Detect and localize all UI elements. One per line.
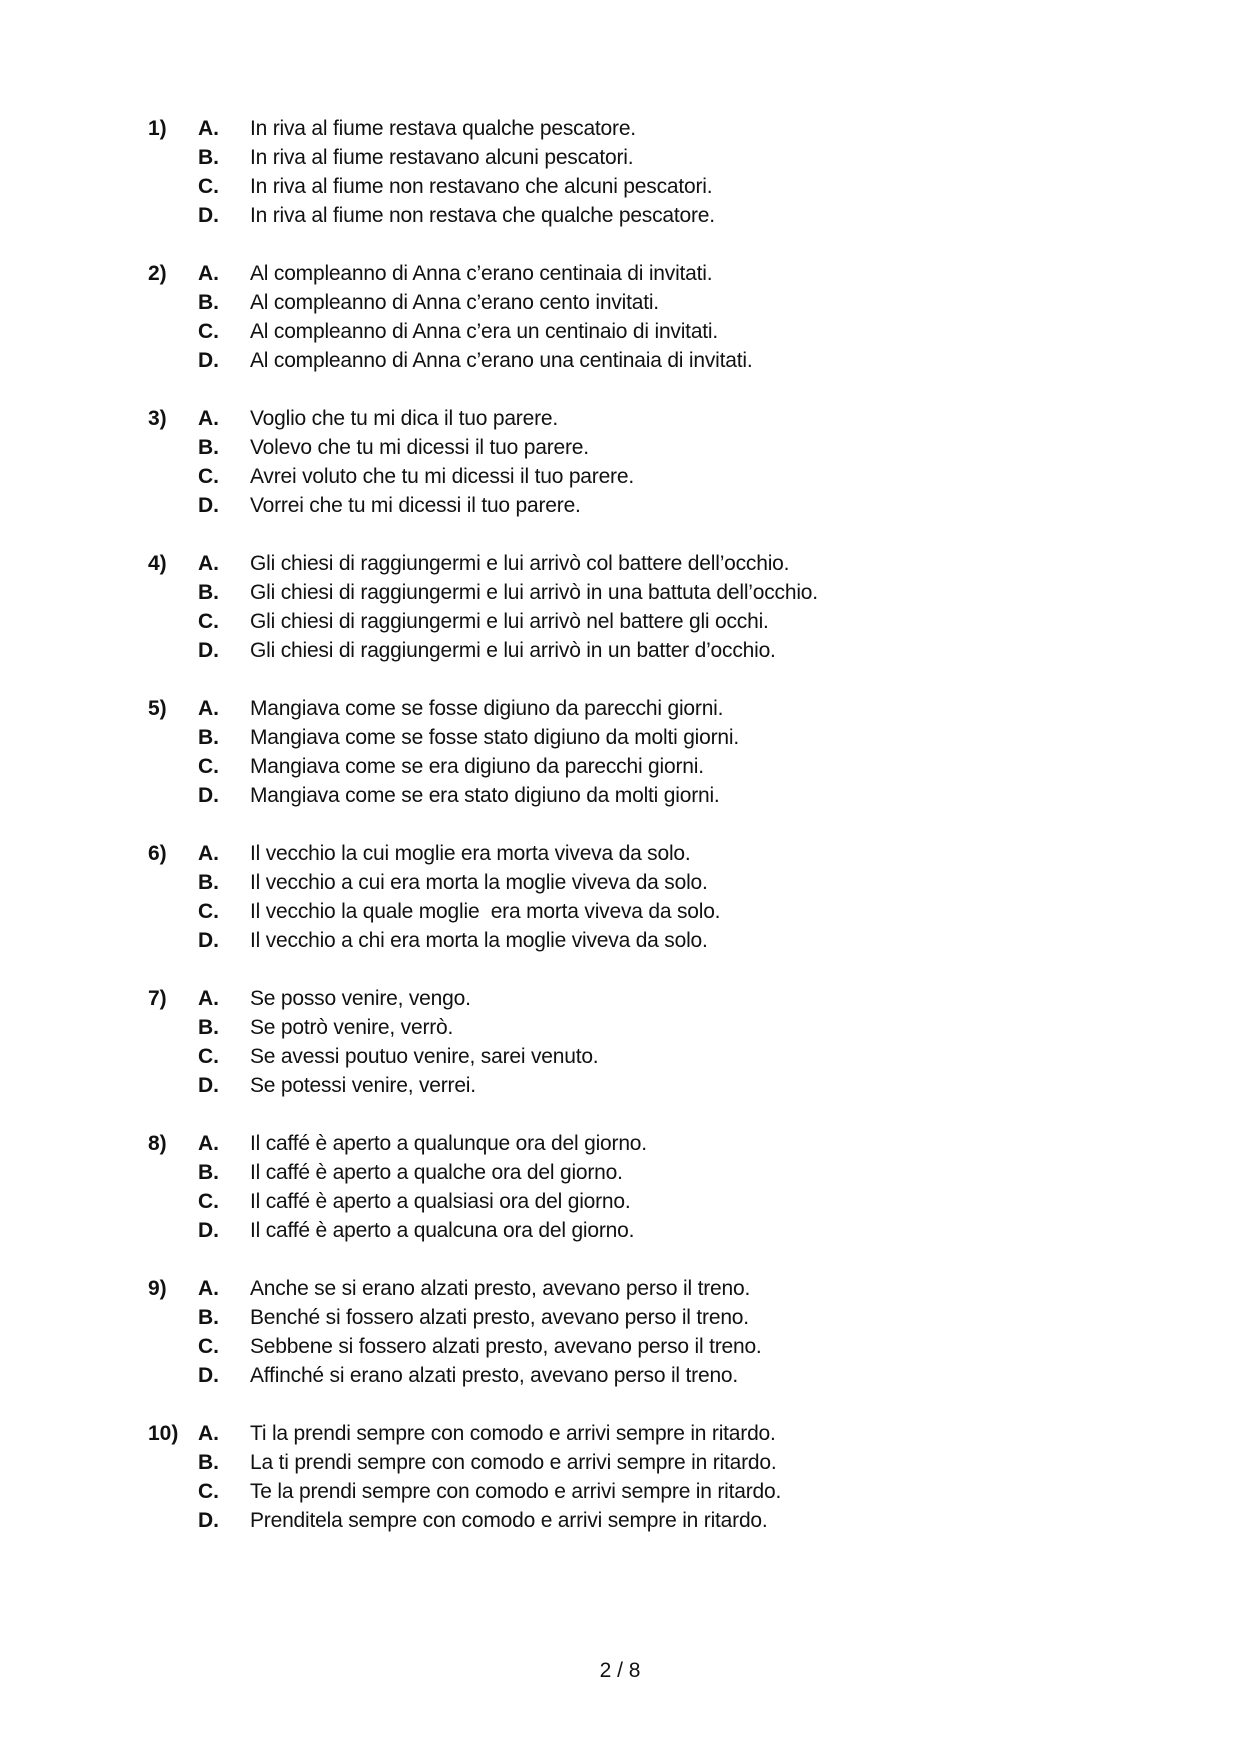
option-letter: A.: [198, 1422, 219, 1445]
option-row: [148, 317, 1148, 346]
option-letter: D.: [198, 494, 219, 517]
option-text: Ti la prendi sempre con comodo e arrivi sempre in ritardo.: [250, 1422, 776, 1445]
option-row: [148, 1274, 1148, 1303]
question-number: 9): [148, 1277, 167, 1300]
option-row: [148, 694, 1148, 723]
option-row: [148, 1303, 1148, 1332]
option-text: Volevo che tu mi dicessi il tuo parere.: [250, 436, 589, 459]
option-text: Il vecchio a cui era morta la moglie viveva da solo.: [250, 871, 708, 894]
option-letter: B.: [198, 1451, 219, 1474]
option-row: [148, 1506, 1148, 1535]
question-number: 6): [148, 842, 167, 865]
option-text: Anche se si erano alzati presto, avevano perso il treno.: [250, 1277, 751, 1300]
option-text: Se potrò venire, verrò.: [250, 1016, 454, 1039]
option-text: Mangiava come se fosse stato digiuno da molti giorni.: [250, 726, 740, 749]
option-row: [148, 897, 1148, 926]
option-letter: D.: [198, 1074, 219, 1097]
option-text: In riva al fiume restavano alcuni pescatori.: [250, 146, 634, 169]
option-row: [148, 1419, 1148, 1448]
question-2: [148, 259, 1148, 375]
option-letter: C.: [198, 465, 219, 488]
question-number: 4): [148, 552, 167, 575]
option-text: Mangiava come se fosse digiuno da parecchi giorni.: [250, 697, 724, 720]
option-row: [148, 433, 1148, 462]
option-letter: D.: [198, 639, 219, 662]
option-row: [148, 143, 1148, 172]
option-text: Voglio che tu mi dica il tuo parere.: [250, 407, 558, 430]
option-row: [148, 346, 1148, 375]
option-text: Benché si fossero alzati presto, avevano perso il treno.: [250, 1306, 749, 1329]
question-number: 7): [148, 987, 167, 1010]
option-row: [148, 172, 1148, 201]
option-row: [148, 1216, 1148, 1245]
option-row: [148, 404, 1148, 433]
option-letter: C.: [198, 1335, 219, 1358]
option-row: [148, 984, 1148, 1013]
option-text: Avrei voluto che tu mi dicessi il tuo parere.: [250, 465, 634, 488]
option-row: [148, 114, 1148, 143]
option-row: [148, 1332, 1148, 1361]
option-row: [148, 259, 1148, 288]
option-text: Il caffé è aperto a qualsiasi ora del giorno.: [250, 1190, 631, 1213]
option-text: In riva al fiume non restavano che alcuni pescatori.: [250, 175, 713, 198]
option-row: [148, 549, 1148, 578]
option-row: [148, 926, 1148, 955]
option-letter: B.: [198, 581, 219, 604]
option-text: Il caffé è aperto a qualcuna ora del giorno.: [250, 1219, 635, 1242]
option-row: [148, 1042, 1148, 1071]
option-row: [148, 1129, 1148, 1158]
option-row: [148, 1187, 1148, 1216]
option-text: Mangiava come se era stato digiuno da molti giorni.: [250, 784, 720, 807]
option-letter: A.: [198, 842, 219, 865]
question-7: [148, 984, 1148, 1100]
option-letter: A.: [198, 407, 219, 430]
question-10: [148, 1419, 1148, 1535]
question-8: [148, 1129, 1148, 1245]
option-row: [148, 636, 1148, 665]
option-text: Il caffé è aperto a qualunque ora del giorno.: [250, 1132, 647, 1155]
option-row: [148, 201, 1148, 230]
option-letter: A.: [198, 262, 219, 285]
option-text: Gli chiesi di raggiungermi e lui arrivò in una battuta dell’occhio.: [250, 581, 818, 604]
option-text: Al compleanno di Anna c’era un centinaio di invitati.: [250, 320, 719, 343]
option-text: Al compleanno di Anna c’erano una centinaia di invitati.: [250, 349, 753, 372]
question-number: 1): [148, 117, 167, 140]
option-row: [148, 1361, 1148, 1390]
option-text: Se posso venire, vengo.: [250, 987, 471, 1010]
option-text: Vorrei che tu mi dicessi il tuo parere.: [250, 494, 581, 517]
option-letter: C.: [198, 755, 219, 778]
option-letter: D.: [198, 204, 219, 227]
option-letter: B.: [198, 1016, 219, 1039]
option-letter: A.: [198, 697, 219, 720]
option-letter: A.: [198, 987, 219, 1010]
option-row: [148, 839, 1148, 868]
option-letter: C.: [198, 175, 219, 198]
option-letter: C.: [198, 1480, 219, 1503]
option-text: Affinché si erano alzati presto, avevano perso il treno.: [250, 1364, 739, 1387]
option-letter: C.: [198, 1045, 219, 1068]
option-row: [148, 1448, 1148, 1477]
option-row: [148, 462, 1148, 491]
option-letter: A.: [198, 552, 219, 575]
option-text: Te la prendi sempre con comodo e arrivi sempre in ritardo.: [250, 1480, 782, 1503]
question-6: [148, 839, 1148, 955]
option-row: [148, 1071, 1148, 1100]
question-list: [148, 114, 1148, 1564]
option-letter: C.: [198, 320, 219, 343]
option-text: Sebbene si fossero alzati presto, avevano perso il treno.: [250, 1335, 762, 1358]
option-row: [148, 578, 1148, 607]
option-text: Il caffé è aperto a qualche ora del giorno.: [250, 1161, 623, 1184]
question-number: 8): [148, 1132, 167, 1155]
option-text: Gli chiesi di raggiungermi e lui arrivò nel battere gli occhi.: [250, 610, 769, 633]
option-letter: D.: [198, 784, 219, 807]
option-text: Il vecchio la quale moglie era morta viveva da solo.: [250, 900, 721, 923]
option-letter: B.: [198, 1161, 219, 1184]
question-3: [148, 404, 1148, 520]
option-letter: B.: [198, 726, 219, 749]
question-5: [148, 694, 1148, 810]
question-number: 10): [148, 1422, 179, 1445]
option-letter: C.: [198, 900, 219, 923]
option-row: [148, 1013, 1148, 1042]
option-letter: A.: [198, 1277, 219, 1300]
option-letter: D.: [198, 1219, 219, 1242]
option-letter: D.: [198, 1364, 219, 1387]
option-row: [148, 288, 1148, 317]
option-letter: C.: [198, 1190, 219, 1213]
option-letter: A.: [198, 117, 219, 140]
option-letter: C.: [198, 610, 219, 633]
option-letter: A.: [198, 1132, 219, 1155]
option-letter: D.: [198, 349, 219, 372]
option-text: Se avessi poutuo venire, sarei venuto.: [250, 1045, 599, 1068]
option-text: In riva al fiume non restava che qualche pescatore.: [250, 204, 715, 227]
option-letter: B.: [198, 146, 219, 169]
option-text: Prenditela sempre con comodo e arrivi sempre in ritardo.: [250, 1509, 768, 1532]
option-text: La ti prendi sempre con comodo e arrivi sempre in ritardo.: [250, 1451, 777, 1474]
question-4: [148, 549, 1148, 665]
option-text: Se potessi venire, verrei.: [250, 1074, 476, 1097]
option-letter: B.: [198, 436, 219, 459]
option-text: Mangiava come se era digiuno da parecchi giorni.: [250, 755, 704, 778]
question-9: [148, 1274, 1148, 1390]
option-row: [148, 607, 1148, 636]
option-text: Al compleanno di Anna c’erano cento invitati.: [250, 291, 659, 314]
question-number: 2): [148, 262, 167, 285]
option-row: [148, 752, 1148, 781]
option-letter: B.: [198, 871, 219, 894]
option-row: [148, 1477, 1148, 1506]
option-letter: D.: [198, 929, 219, 952]
option-text: Il vecchio a chi era morta la moglie viveva da solo.: [250, 929, 708, 952]
option-row: [148, 723, 1148, 752]
option-text: In riva al fiume restava qualche pescatore.: [250, 117, 636, 140]
option-text: Gli chiesi di raggiungermi e lui arrivò col battere dell’occhio.: [250, 552, 790, 575]
option-row: [148, 781, 1148, 810]
question-1: [148, 114, 1148, 230]
option-row: [148, 1158, 1148, 1187]
question-number: 3): [148, 407, 167, 430]
option-row: [148, 868, 1148, 897]
question-number: 5): [148, 697, 167, 720]
option-letter: B.: [198, 1306, 219, 1329]
option-text: Il vecchio la cui moglie era morta viveva da solo.: [250, 842, 691, 865]
option-text: Gli chiesi di raggiungermi e lui arrivò in un batter d’occhio.: [250, 639, 776, 662]
option-letter: D.: [198, 1509, 219, 1532]
option-row: [148, 491, 1148, 520]
page-number: 2 / 8: [599, 1659, 641, 1682]
option-text: Al compleanno di Anna c’erano centinaia di invitati.: [250, 262, 713, 285]
option-letter: B.: [198, 291, 219, 314]
